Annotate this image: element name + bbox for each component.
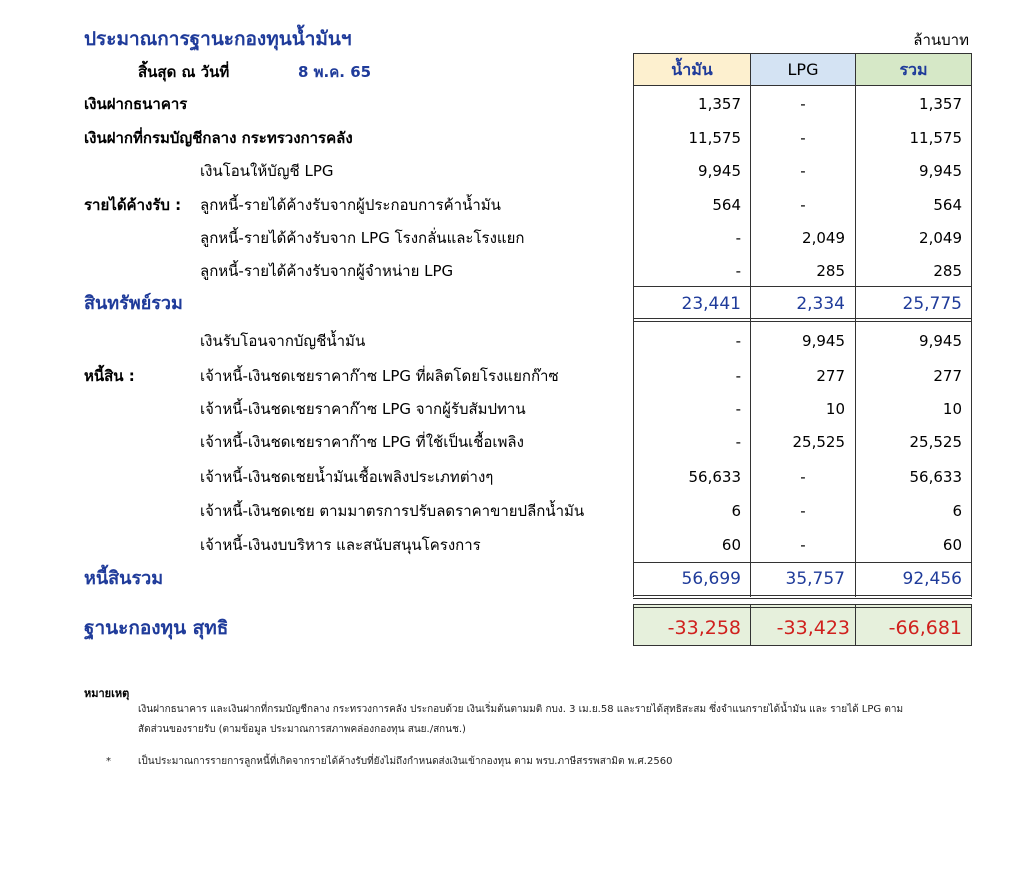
- liability-oil: -: [735, 367, 741, 385]
- receivable-label: ลูกหนี้-รายได้ค้างรับจากผู้ประกอบการค้าน้ำมัน: [200, 196, 501, 214]
- assets-bottom-rule: [633, 318, 972, 319]
- total-liabilities-oil: 56,699: [681, 569, 741, 589]
- liability-total: 25,525: [909, 433, 962, 451]
- liability-label: เจ้าหนี้-เงินชดเชย ตามมาตรการปรับลดราคาขายปลีกน้ำมัน: [200, 502, 585, 520]
- total-assets-total: 25,775: [902, 294, 962, 314]
- note-star: *: [106, 756, 111, 767]
- receivable-lpg: -: [800, 162, 806, 180]
- as-of-date: 8 พ.ค. 65: [298, 63, 372, 81]
- liabilities-bottom-rule-2: [633, 598, 972, 599]
- total-liabilities-total: 92,456: [902, 569, 962, 589]
- total-liabilities-lpg: 35,757: [785, 569, 845, 589]
- liability-oil: 56,633: [688, 468, 741, 486]
- liability-label: เจ้าหนี้-เงินชดเชยราคาก๊าซ LPG ที่ผลิตโดยโรงแยกก๊าซ: [200, 367, 559, 385]
- bank-deposit-lpg: -: [800, 95, 806, 113]
- liabilities-label: หนี้สิน :: [84, 367, 135, 385]
- liability-total: 56,633: [909, 468, 962, 486]
- liability-total: 9,945: [919, 332, 962, 350]
- liability-total: 277: [933, 367, 962, 385]
- liability-total: 6: [952, 502, 962, 520]
- liability-total: 60: [942, 536, 962, 554]
- net-position-label: ฐานะกองทุน สุทธิ: [84, 617, 229, 639]
- liability-oil: -: [735, 433, 741, 451]
- liabilities-top-rule: [633, 562, 972, 563]
- total-assets-lpg: 2,334: [796, 294, 845, 314]
- notes-title: หมายเหตุ: [84, 687, 130, 700]
- liability-lpg: -: [800, 536, 806, 554]
- receivable-oil: -: [735, 262, 741, 280]
- note-line-2: สัดส่วนของรายรับ (ตามข้อมูล ประมาณการสภาพคล่องกองทุน สนย./สกนช.): [138, 724, 466, 735]
- liability-lpg: -: [800, 502, 806, 520]
- receivable-total: 9,945: [919, 162, 962, 180]
- receivable-oil: -: [735, 229, 741, 247]
- oil-column-liabilities: [633, 321, 751, 597]
- receivable-label: ลูกหนี้-รายได้ค้างรับจากผู้จำหน่าย LPG: [200, 262, 454, 280]
- note-line-1: เงินฝากธนาคาร และเงินฝากที่กรมบัญชีกลาง กระทรวงการคลัง ประกอบด้วย เงินเริ่มต้นตามมติ กบง. 3 เม.ย.58 และรายได้สุทธิสะสม ซึ่งจำแนกรายได้น้ำมัน และ รายได้ LPG ตาม: [138, 704, 904, 715]
- page-title: ประมาณการฐานะกองทุนน้ำมันฯ: [84, 28, 352, 50]
- receivable-oil: 564: [712, 196, 741, 214]
- treasury-deposit-lpg: -: [800, 129, 806, 147]
- net-position-lpg: -33,423: [776, 617, 850, 639]
- liability-oil: -: [735, 332, 741, 350]
- bank-deposit-total: 1,357: [919, 95, 962, 113]
- receivable-oil: 9,945: [698, 162, 741, 180]
- total-column-liabilities: [855, 321, 972, 597]
- liability-oil: -: [735, 400, 741, 418]
- total-liabilities-label: หนี้สินรวม: [84, 568, 164, 589]
- column-header-total: รวม: [855, 53, 972, 86]
- receivable-total: 285: [933, 262, 962, 280]
- net-position-oil: -33,258: [667, 617, 741, 639]
- treasury-deposit-total: 11,575: [909, 129, 962, 147]
- liability-label: เจ้าหนี้-เงินชดเชยราคาก๊าซ LPG จากผู้รับสัมปทาน: [200, 400, 526, 418]
- liability-label: เจ้าหนี้-เงินงบบริหาร และสนับสนุนโครงการ: [200, 536, 481, 554]
- liability-lpg: 9,945: [802, 332, 845, 350]
- treasury-deposit-oil: 11,575: [688, 129, 741, 147]
- note-line-3: เป็นประมาณการรายการลูกหนี้ที่เกิดจากรายได้ค้างรับที่ยังไม่ถึงกำหนดส่งเงินเข้ากองทุน ตาม พรบ.ภาษีสรรพสามิต พ.ศ.2560: [138, 756, 673, 767]
- column-header-lpg: LPG: [750, 53, 856, 86]
- liability-label: เจ้าหนี้-เงินชดเชยราคาก๊าซ LPG ที่ใช้เป็นเชื้อเพลิง: [200, 433, 524, 451]
- treasury-deposit-label: เงินฝากที่กรมบัญชีกลาง กระทรวงการคลัง: [84, 129, 353, 147]
- assets-top-rule: [633, 286, 972, 287]
- liability-oil: 6: [731, 502, 741, 520]
- net-position-total: -66,681: [888, 617, 962, 639]
- total-assets-oil: 23,441: [681, 294, 741, 314]
- total-assets-label: สินทรัพย์รวม: [84, 293, 183, 314]
- receivable-label: เงินโอนให้บัญชี LPG: [200, 162, 334, 180]
- receivable-lpg: 285: [816, 262, 845, 280]
- receivable-lpg: -: [800, 196, 806, 214]
- liabilities-bottom-rule: [633, 595, 972, 596]
- unit-label: ล้านบาท: [913, 31, 969, 49]
- receivables-label: รายได้ค้างรับ :: [84, 196, 182, 214]
- bank-deposit-oil: 1,357: [698, 95, 741, 113]
- bank-deposit-label: เงินฝากธนาคาร: [84, 95, 188, 113]
- receivable-total: 2,049: [919, 229, 962, 247]
- liability-oil: 60: [721, 536, 741, 554]
- liability-lpg: -: [800, 468, 806, 486]
- receivable-lpg: 2,049: [802, 229, 845, 247]
- receivable-total: 564: [933, 196, 962, 214]
- liability-label: เจ้าหนี้-เงินชดเชยน้ำมันเชื้อเพลิงประเภทต่างๆ: [200, 468, 494, 486]
- liability-lpg: 10: [825, 400, 845, 418]
- liability-lpg: 25,525: [792, 433, 845, 451]
- liability-label: เงินรับโอนจากบัญชีน้ำมัน: [200, 332, 366, 350]
- liability-total: 10: [942, 400, 962, 418]
- as-of-label: สิ้นสุด ณ วันที่: [138, 63, 230, 81]
- column-header-oil: น้ำมัน: [633, 53, 751, 86]
- liability-lpg: 277: [816, 367, 845, 385]
- receivable-label: ลูกหนี้-รายได้ค้างรับจาก LPG โรงกลั่นและโรงแยก: [200, 229, 525, 247]
